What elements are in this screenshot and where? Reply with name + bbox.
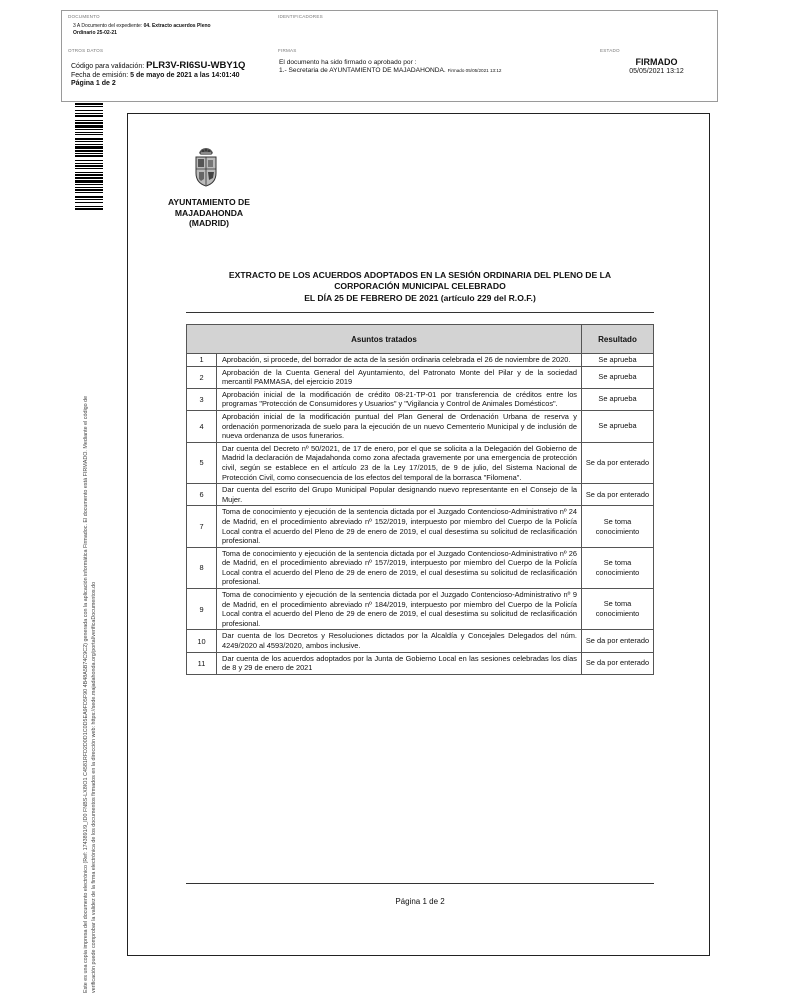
row-number: 8	[187, 547, 217, 588]
org-line3: (MADRID)	[188, 218, 230, 229]
row-asunto: Dar cuenta del escrito del Grupo Municipal Popular designando nuevo representante en el Consejo de la Mujer.	[217, 484, 582, 506]
table-row	[187, 652, 654, 674]
estado-date: 05/05/2021 13:12	[629, 68, 684, 75]
row-resultado: Se toma conocimiento	[582, 547, 654, 588]
table-row	[187, 506, 654, 547]
codigo-label: Código para validación:	[71, 63, 145, 70]
row-number: 5	[187, 442, 217, 483]
side-text-line2: verificación puede comprobar la validez de la firma electrónica de los documentos firmados en la dirección web: https://sede.majadahonda.org/portal/verificaDocumentos.do	[91, 581, 97, 993]
row-resultado: Se toma conocimiento	[582, 589, 654, 630]
row-asunto: Toma de conocimiento y ejecución de la sentencia dictada por el Juzgado Contencioso-Administrativo nº 9 de Madrid, en el procedimiento abreviado nº 184/2019, interpuesto por miembro del Cuerpo de la Policía Local contra el acuerdo del Pleno de 29 de enero de 2019, el cual desestima su solicitud de reclasificación profesional.	[217, 589, 582, 630]
fecha-emision-value: 5 de mayo de 2021 a las 14:01:40	[130, 71, 240, 79]
coat-of-arms-icon	[193, 147, 219, 187]
row-number: 9	[187, 589, 217, 630]
table-row	[187, 410, 654, 442]
table-row	[187, 484, 654, 506]
row-asunto: Aprobación de la Cuenta General del Ayuntamiento, del Patronato Monte del Pilar y de la sociedad mercantil PAMMASA, del ejercicio 2019	[217, 366, 582, 388]
table-row	[187, 366, 654, 388]
row-resultado: Se da por enterado	[582, 442, 654, 483]
org-line1: AYUNTAMIENTO DE	[168, 197, 250, 207]
title-line3: EL DÍA 25 DE FEBRERO DE 2021 (artículo 229 del R.O.F.)	[304, 292, 536, 303]
identificadores-cell	[272, 11, 719, 45]
estado-cell	[594, 45, 719, 103]
firmas-cell	[272, 45, 594, 103]
signature-header	[61, 10, 718, 102]
row-asunto: Dar cuenta de los acuerdos adoptados por la Junta de Gobierno Local en las sesiones celebradas los días de 8 y 29 de enero de 2021	[217, 652, 582, 674]
row-asunto: Toma de conocimiento y ejecución de la sentencia dictada por el Juzgado Contencioso-Administrativo nº 26 de Madrid, en el procedimiento abreviado nº 157/2019, interpuesto por miembro del Cuerpo de la Policía Local contra el acuerdo del Pleno de 29 de enero de 2019, el cual desestima su solicitud de reclasificación profesional.	[217, 547, 582, 588]
header-pagina: Página 1 de 2	[71, 80, 116, 88]
document-title	[186, 270, 654, 304]
estado-label: ESTADO	[600, 48, 620, 53]
row-resultado: Se aprueba	[582, 388, 654, 410]
row-resultado: Se da por enterado	[582, 484, 654, 506]
row-asunto: Aprobación inicial de la modificación de crédito 08-21-TP-01 por transferencia de créditos entre los programas "Protección de Consumidores y Usuarios" y "Vigilancia y Control de Animales Domésticos".	[217, 388, 582, 410]
identificadores-label: IDENTIFICADORES	[278, 14, 323, 19]
row-number: 10	[187, 630, 217, 652]
row-resultado: Se da por enterado	[582, 652, 654, 674]
firmas-line2-small: Firmado 05/05/2021 13:12	[447, 68, 502, 73]
barcode-icon	[75, 103, 103, 289]
firmas-label: FIRMAS	[278, 48, 297, 53]
documento-value: 04. Extracto acuerdos Pleno Ordinario 25-02-21	[73, 23, 211, 36]
row-asunto: Dar cuenta del Decreto nº 50/2021, de 17 de enero, por el que se solicita a la Delegación del Gobierno de Madrid la declaración de Majadahonda como zona afectada gravemente por una emergencia de protección civil, según se establece en el artículo 23 de la Ley 17/2015, de 9 de julio, del Sistema Nacional de Protección Civil, como consecuencia de los efectos del temporal de la borrasca "Filomena".	[217, 442, 582, 483]
row-resultado: Se aprueba	[582, 410, 654, 442]
title-line1: EXTRACTO DE LOS ACUERDOS ADOPTADOS EN LA SESIÓN ORDINARIA DEL PLENO DE LA	[228, 270, 612, 280]
codigo-value[interactable]: PLR3V-RI6SU-WBY1Q	[146, 60, 246, 71]
row-number: 6	[187, 484, 217, 506]
title-divider	[186, 312, 654, 313]
row-resultado: Se toma conocimiento	[582, 506, 654, 547]
table-row	[187, 388, 654, 410]
table-row	[187, 442, 654, 483]
title-line2: CORPORACIÓN MUNICIPAL CELEBRADO	[334, 281, 506, 292]
row-asunto: Aprobación inicial de la modificación puntual del Plan General de Ordenación Urbana de reserva y ordenación pormenorizada de suelo para la ejecución de un nuevo Cementerio Municipal y de inclusión de nueva ordenanza de usos funerarios.	[217, 410, 582, 442]
table-row	[187, 354, 654, 367]
side-text-line1: Este es una copia impresa del documento electrónico (Ref: 1743891/9_ID0 FNBS-LX8IO1 C4581RFD2D0D1C0D5EA9FD5F90 4B48A5B74C9C2) generada con la aplicación informática Firmadoc. El documento está FIRMADO. Mediante el código de	[83, 395, 89, 993]
otros-datos-label: OTROS DATOS	[68, 48, 104, 53]
row-number: 3	[187, 388, 217, 410]
acuerdos-table	[186, 324, 654, 675]
row-resultado: Se aprueba	[582, 366, 654, 388]
row-resultado: Se aprueba	[582, 354, 654, 367]
firmas-line2: 1.- Secretaria de AYUNTAMIENTO DE MAJADAHONDA.	[279, 67, 446, 74]
row-asunto: Toma de conocimiento y ejecución de la sentencia dictada por el Juzgado Contencioso-Administrativo nº 24 de Madrid, en el procedimiento abreviado nº 152/2019, interpuesto por miembro del Cuerpo de la Policía Local contra el acuerdo del Pleno de 29 de enero de 2019, el cual desestima su solicitud de reclasificación profesional.	[217, 506, 582, 547]
row-number: 4	[187, 410, 217, 442]
footer-divider	[186, 883, 654, 884]
table-row	[187, 630, 654, 652]
documento-label: DOCUMENTO	[68, 14, 100, 19]
table-row	[187, 589, 654, 630]
firmas-line1: El documento ha sido firmado o aprobado por :	[279, 59, 417, 66]
col-resultado-header: Resultado	[582, 325, 654, 354]
row-number: 11	[187, 652, 217, 674]
organization-name	[150, 197, 268, 229]
estado-value: FIRMADO	[635, 57, 678, 67]
row-number: 1	[187, 354, 217, 367]
row-asunto: Aprobación, si procede, del borrador de acta de la sesión ordinaria celebrada el 26 de noviembre de 2020.	[217, 354, 582, 367]
table-row	[187, 547, 654, 588]
col-asuntos-header: Asuntos tratados	[187, 325, 582, 354]
page-number: Página 1 de 2	[395, 897, 445, 906]
row-asunto: Dar cuenta de los Decretos y Resoluciones dictados por la Alcaldía y Concejales Delegados del núm. 4249/2020 al 4593/2020, ambos inclusive.	[217, 630, 582, 652]
table-header-row	[187, 325, 654, 354]
org-line2: MAJADAHONDA	[174, 207, 244, 218]
row-number: 2	[187, 366, 217, 388]
row-number: 7	[187, 506, 217, 547]
fecha-emision-label: Fecha de emisión:	[71, 71, 129, 79]
otros-datos-cell	[62, 45, 272, 103]
row-resultado: Se da por enterado	[582, 630, 654, 652]
documento-cell: DOCUMENTO 3 A Documento del expediente: 04. Extracto acuerdos Pleno Ordinario 25-02-21	[68, 14, 211, 36]
documento-value-prefix: 3 A Documento del expediente	[73, 23, 141, 29]
